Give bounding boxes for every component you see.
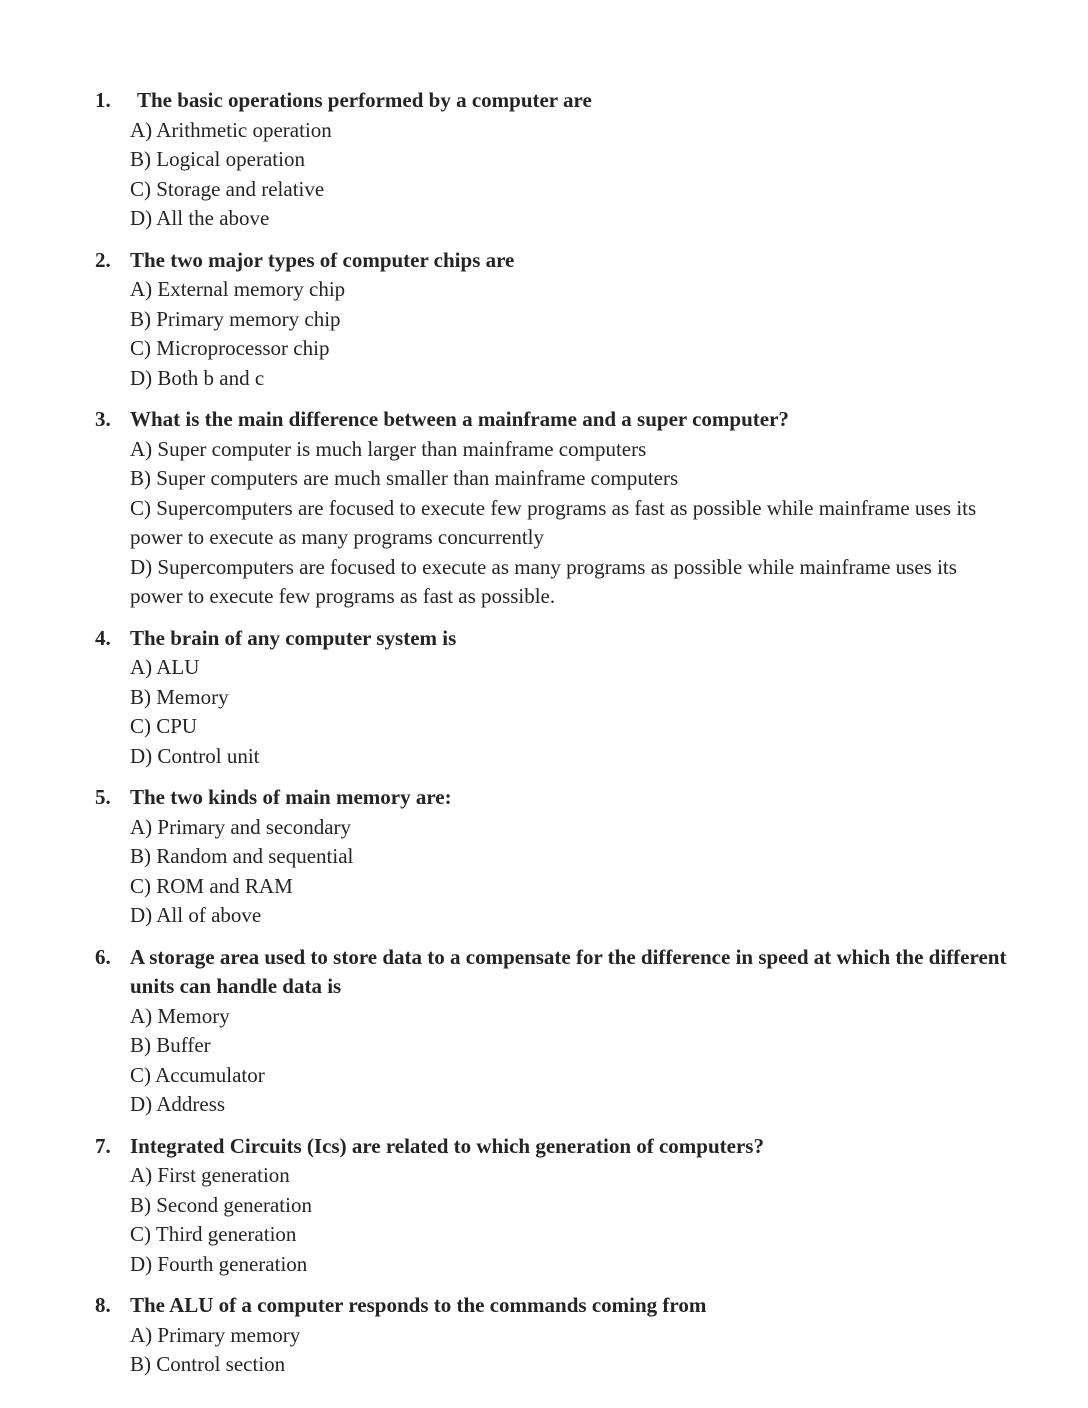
question-body <box>130 246 1012 394</box>
question-number: 7. <box>95 1133 111 1158</box>
question-text: The brain of any computer system is <box>130 625 457 650</box>
question-body <box>130 405 1012 612</box>
answer-option: C) ROM and RAM <box>130 873 293 898</box>
question-number: 4. <box>95 625 111 650</box>
answer-option: A) First generation <box>130 1163 290 1187</box>
question-text: The basic operations performed by a computer are <box>137 88 592 112</box>
question-text: The two major types of computer chips are <box>130 247 515 272</box>
question <box>95 1291 1088 1380</box>
answer-option: B) Buffer <box>130 1033 211 1057</box>
answer-option: A) Arithmetic operation <box>130 117 332 142</box>
answer-option: D) Supercomputers are focused to execute as many programs as possible while mainframe uses its power to execute few programs as fast as possible. <box>130 554 957 608</box>
answer-option: B) Logical operation <box>130 147 305 171</box>
answer-option: D) All of above <box>130 903 262 927</box>
answer-option: A) Primary memory <box>130 1322 301 1347</box>
question-text: What is the main difference between a mainframe and a super computer? <box>130 407 789 431</box>
question <box>95 624 1088 772</box>
answer-option: A) Memory <box>130 1003 230 1028</box>
question-text: A storage area used to store data to a compensate for the difference in speed at which the different units can handle data is <box>130 944 1007 998</box>
answer-option: B) Primary memory chip <box>130 306 341 331</box>
question <box>95 405 1088 612</box>
question-number: 6. <box>95 944 111 969</box>
question-list <box>95 86 1088 1380</box>
question-body <box>130 783 1012 931</box>
answer-option: D) Control unit <box>130 743 260 768</box>
question-text: The ALU of a computer responds to the commands coming from <box>130 1293 707 1317</box>
answer-option: A) External memory chip <box>130 277 346 301</box>
answer-option: C) Supercomputers are focused to execute few programs as fast as possible while mainframe uses its power to execute as many programs concurrently <box>130 495 977 549</box>
answer-option: B) Random and sequential <box>130 844 354 868</box>
question-number: 8. <box>95 1293 111 1317</box>
question-body <box>130 624 1012 772</box>
question <box>95 1132 1088 1280</box>
question-body <box>130 86 1012 234</box>
question <box>95 86 1088 234</box>
answer-option: D) All the above <box>130 206 270 230</box>
answer-option: A) Primary and secondary <box>130 814 352 839</box>
answer-option: A) ALU <box>130 655 200 679</box>
question <box>95 783 1088 931</box>
question-number: 5. <box>95 785 111 809</box>
answer-option: C) Storage and relative <box>130 176 325 201</box>
answer-option: B) Super computers are much smaller than mainframe computers <box>130 466 679 490</box>
answer-option: B) Control section <box>130 1352 286 1376</box>
answer-option: D) Address <box>130 1092 226 1116</box>
answer-option: C) Accumulator <box>130 1062 265 1087</box>
answer-option: C) Third generation <box>130 1222 297 1246</box>
answer-option: B) Second generation <box>130 1192 312 1217</box>
answer-option: B) Memory <box>130 684 229 709</box>
question-body <box>130 943 1012 1120</box>
question <box>95 246 1088 394</box>
question-text: Integrated Circuits (Ics) are related to which generation of computers? <box>130 1133 764 1158</box>
answer-option: C) Microprocessor chip <box>130 336 330 360</box>
question-text: The two kinds of main memory are: <box>130 785 452 809</box>
question-body <box>130 1132 1012 1280</box>
question-number: 3. <box>95 407 111 431</box>
answer-option: D) Fourth generation <box>130 1251 308 1276</box>
answer-option: C) CPU <box>130 714 198 738</box>
answer-option: A) Super computer is much larger than mainframe computers <box>130 436 647 461</box>
question-number: 2. <box>95 247 111 272</box>
question-number: 1. <box>95 88 111 112</box>
question-body <box>130 1291 1012 1380</box>
question <box>95 943 1088 1120</box>
answer-option: D) Both b and c <box>130 365 265 390</box>
